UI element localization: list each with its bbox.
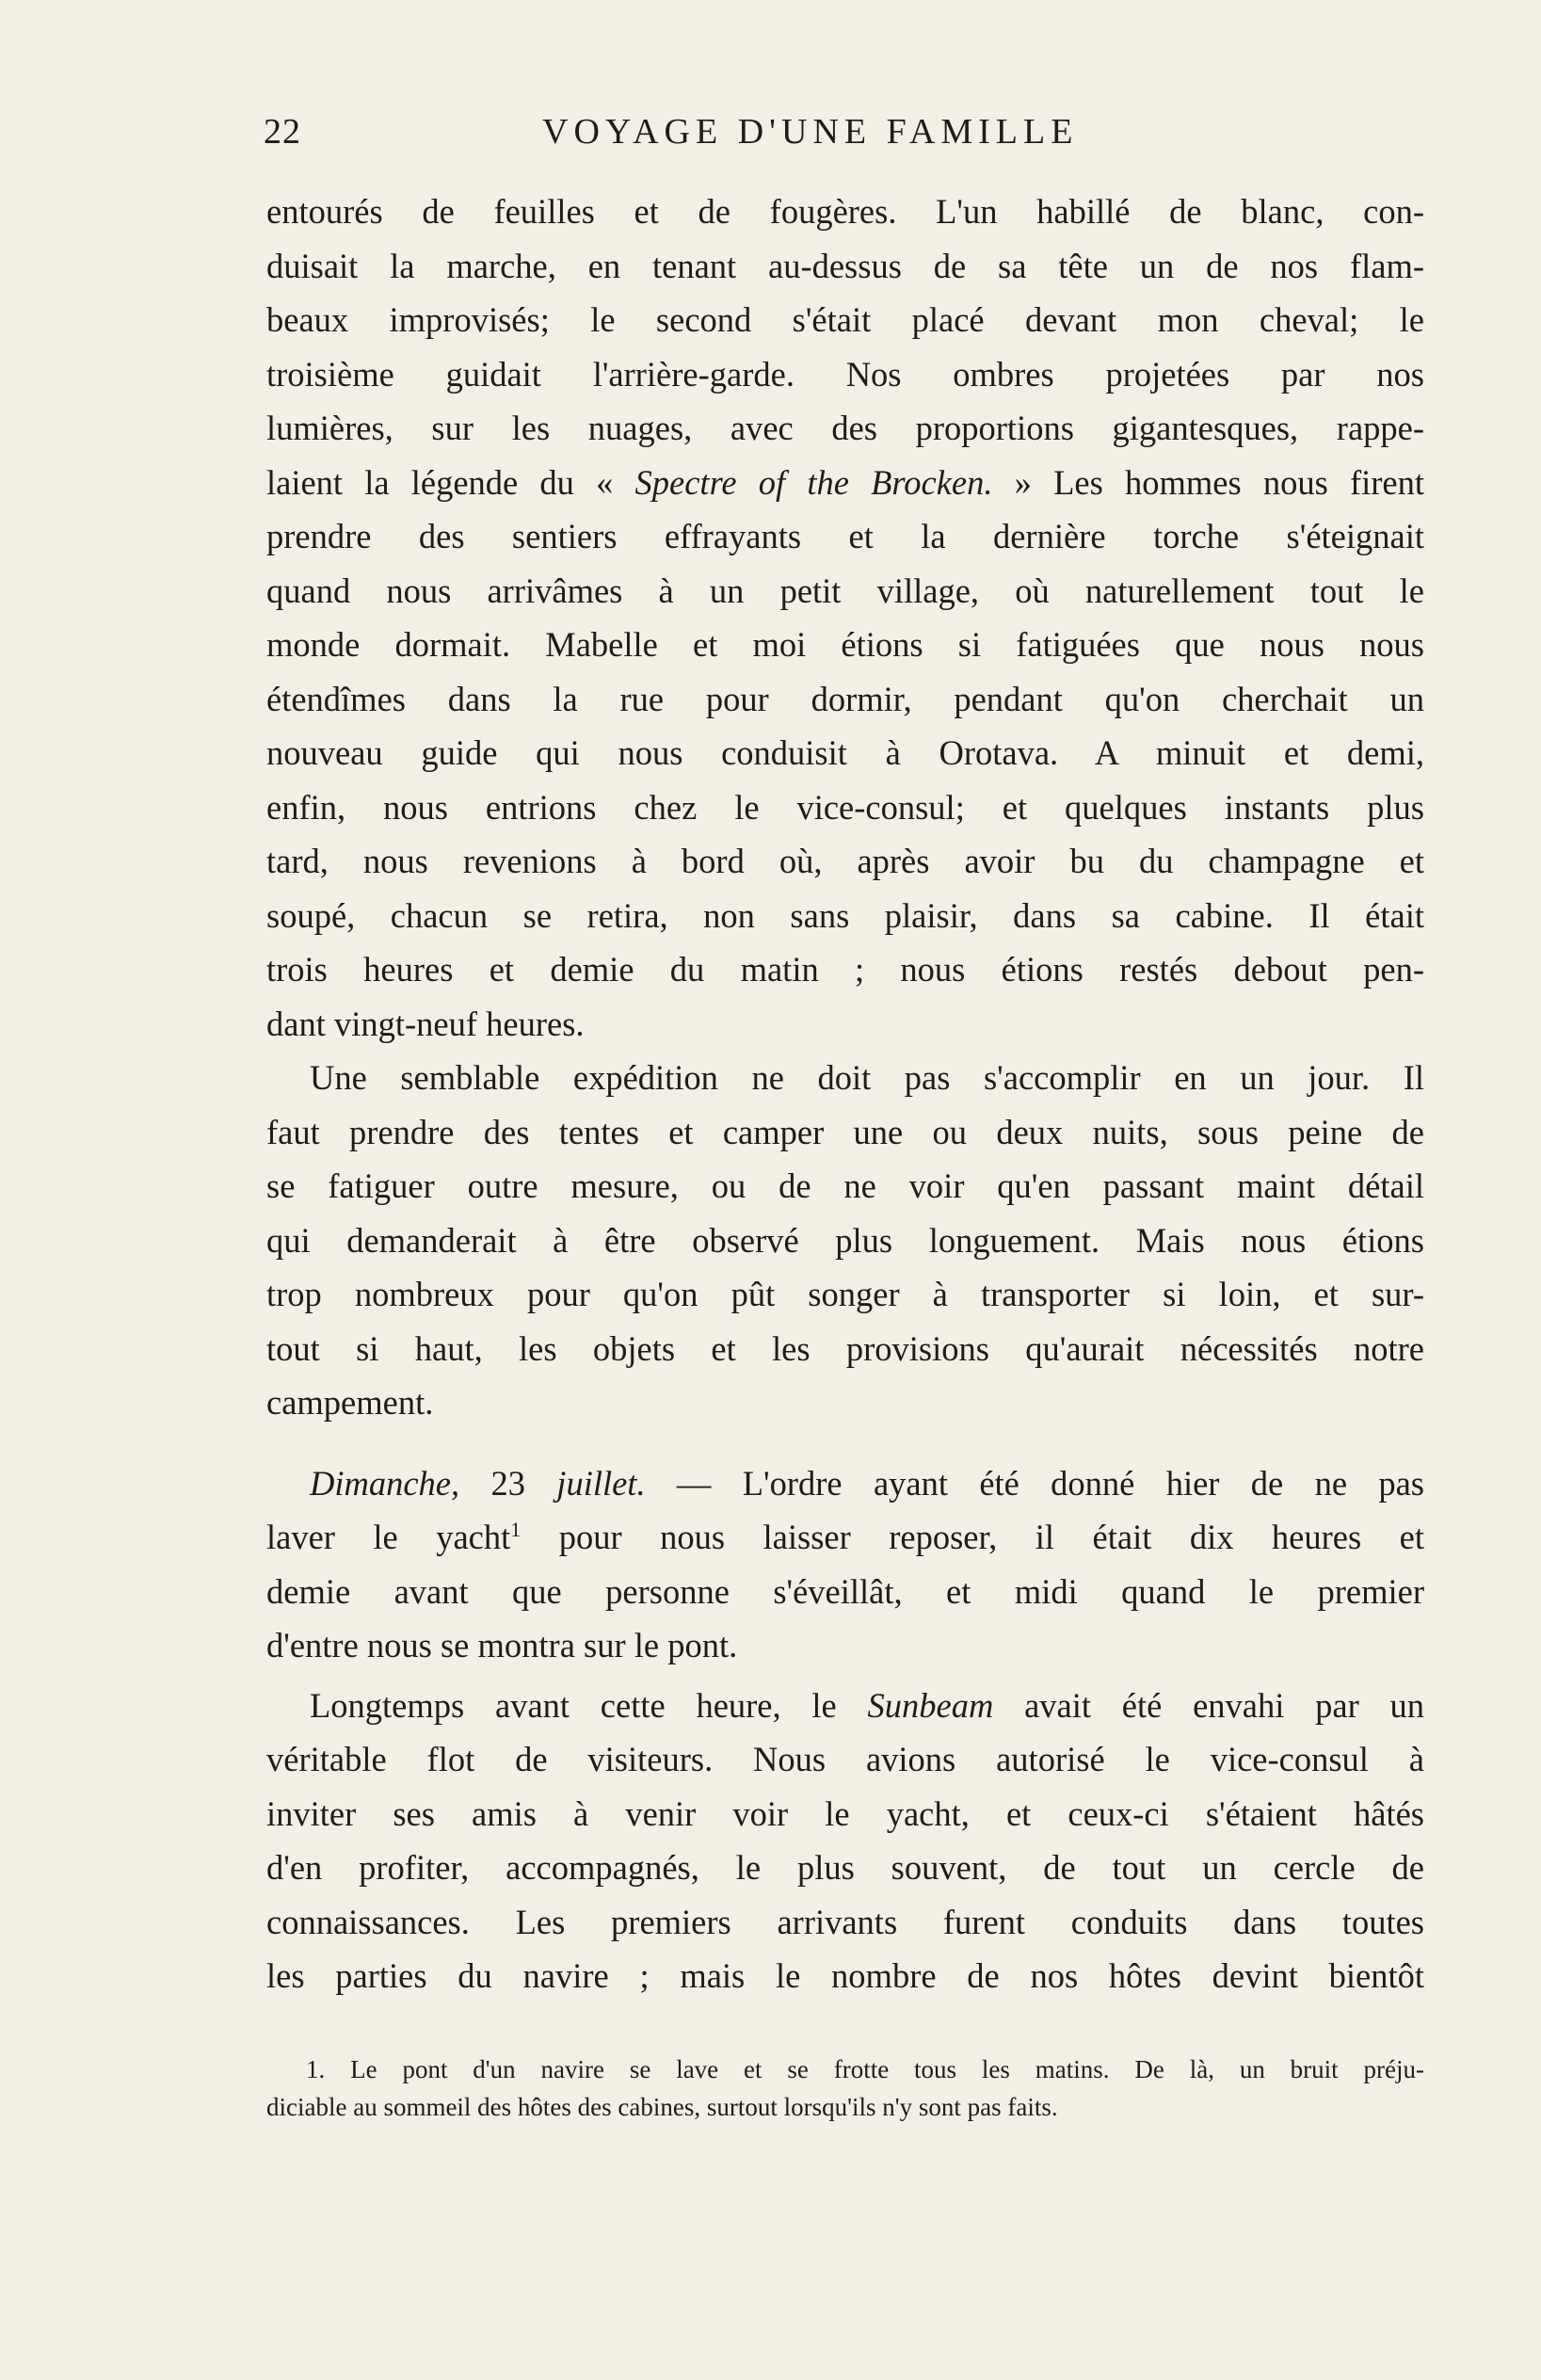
text-segment: » Les hommes nous firent (992, 462, 1424, 502)
text-segment: laient la légende du « (266, 462, 635, 502)
text-line: véritable flot de visiteurs. Nous avions autorisé le vice-consul à (266, 1740, 1424, 1778)
text-line: demie avant que personne s'éveillât, et midi quand le premier (266, 1571, 1424, 1611)
footnote-reference[interactable]: 1 (510, 1517, 522, 1541)
date-month: juillet. (556, 1463, 646, 1503)
paragraph-2 (266, 1051, 1424, 1430)
text-line: monde dormait. Mabelle et moi étions si fatiguées que nous nous (266, 625, 1424, 664)
text-line: connaissances. Les premiers arrivants furent conduits dans toutes (266, 1902, 1424, 1941)
text-line: prendre des sentiers effrayants et la dernière torche s'éteignait (266, 517, 1424, 555)
text-line: trop nombreux pour qu'on pût songer à transporter si loin, et sur- (266, 1275, 1424, 1313)
text-line: d'en profiter, accompagnés, le plus souvent, de tout un cercle de (266, 1848, 1424, 1887)
text-line: Une semblable expédition ne doit pas s'accomplir en un jour. Il (310, 1058, 1424, 1097)
running-title: VOYAGE D'UNE FAMILLE (542, 112, 1079, 152)
text-line: soupé, chacun se retira, non sans plaisir, dans sa cabine. Il était (266, 895, 1424, 935)
paragraph-1 (266, 185, 1424, 1051)
text-line (266, 1456, 1424, 1511)
text-line: dant vingt-neuf heures. (266, 1004, 585, 1043)
footnote (266, 2050, 1424, 2126)
date-day: Dimanche, (310, 1463, 460, 1503)
text-line: inviter ses amis à venir voir le yacht, et ceux-ci s'étaient hâtés (266, 1793, 1424, 1833)
text-segment: avait été envahi par un (993, 1685, 1424, 1725)
page-header (264, 111, 1421, 168)
text-line: tout si haut, les objets et les provisions qu'aurait nécessités notre (266, 1328, 1424, 1368)
section-gap (266, 1430, 1424, 1456)
text-line: duisait la marche, en tenant au-dessus de sa tête un de nos flam- (266, 246, 1424, 285)
paragraph-3 (266, 1456, 1424, 1673)
text-line: les parties du navire ; mais le nombre de nos hôtes devint bientôt (266, 1956, 1424, 1995)
body-text (266, 185, 1424, 2003)
text-line: se fatiguer outre mesure, ou de ne voir qu'en passant maint détail (266, 1166, 1424, 1205)
footnote-line: 1. Le pont d'un navire se lave et se frotte tous les matins. De là, un bruit préju- (306, 2055, 1424, 2083)
text-line: quand nous arrivâmes à un petit village, où naturellement tout le (266, 571, 1424, 610)
text-line: beaux improvisés; le second s'était placé devant mon cheval; le (266, 300, 1424, 339)
text-line: faut prendre des tentes et camper une ou deux nuits, sous peine de (266, 1112, 1424, 1151)
italic-title: Spectre of the Brocken. (634, 462, 993, 502)
text-line: nouveau guide qui nous conduisit à Orotava. A minuit et demi, (266, 733, 1424, 772)
text-line: étendîmes dans la rue pour dormir, pendant qu'on cherchait un (266, 679, 1424, 718)
text-line: entourés de feuilles et de fougères. L'un habillé de blanc, con- (266, 192, 1424, 231)
text-segment: Longtemps avant cette heure, le (310, 1685, 868, 1725)
date-number: 23 (459, 1463, 557, 1503)
text-line: qui demanderait à être observé plus longuement. Mais nous étions (266, 1220, 1424, 1260)
text-line (266, 1510, 1424, 1565)
text-line: trois heures et demie du matin ; nous étions restés debout pen- (266, 950, 1424, 989)
text-segment: pour nous laisser reposer, il était dix heures et (521, 1518, 1424, 1556)
text-line: d'entre nous se montra sur le pont. (266, 1626, 738, 1664)
text-line: lumières, sur les nuages, avec des proportions gigantesques, rappe- (266, 409, 1424, 447)
text-line: enfin, nous entrions chez le vice-consul; et quelques instants plus (266, 787, 1424, 827)
text-line: campement. (266, 1383, 434, 1422)
ship-name: Sunbeam (867, 1685, 994, 1725)
text-segment: — L'ordre ayant été donné hier de ne pas (645, 1463, 1424, 1503)
text-line (266, 1679, 1424, 1733)
paragraph-4 (266, 1679, 1424, 2003)
text-line (266, 456, 1424, 510)
page-number: 22 (264, 112, 301, 152)
text-line: troisième guidait l'arrière-garde. Nos ombres projetées par nos (266, 354, 1424, 394)
footnote-line: diciable au sommeil des hôtes des cabines, surtout lorsqu'ils n'y sont pas faits. (266, 2093, 1058, 2121)
text-segment: laver le yacht (266, 1518, 511, 1556)
text-line: tard, nous revenions à bord où, après avoir bu du champagne et (266, 842, 1424, 880)
